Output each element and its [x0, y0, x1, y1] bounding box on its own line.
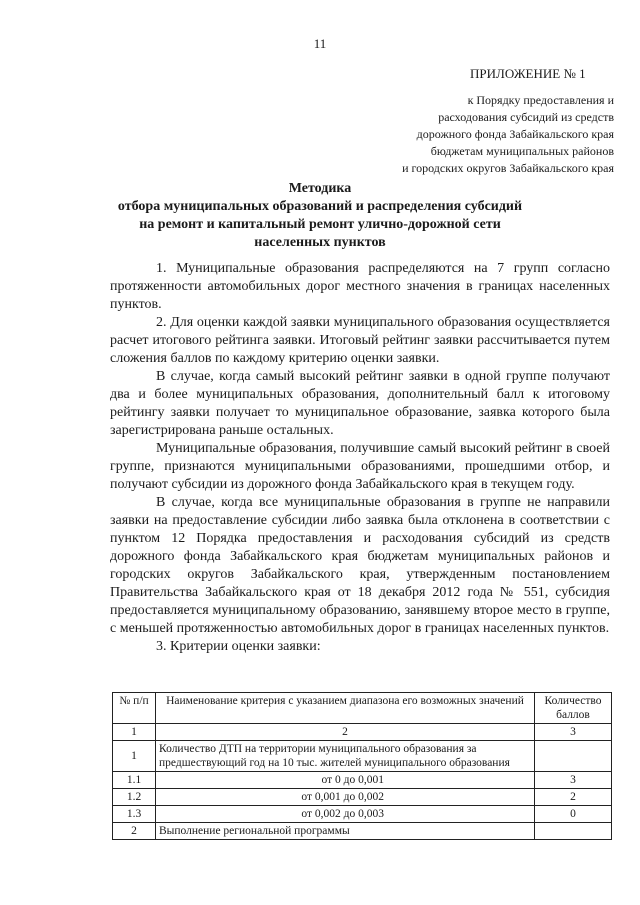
table-cell	[535, 823, 612, 840]
table-cell: 2	[113, 823, 156, 840]
table-cell: Выполнение региональной программы	[156, 823, 535, 840]
appendix-reference	[314, 92, 614, 177]
title-line-1: Методика	[288, 181, 352, 196]
header-cell-number: № п/п	[113, 693, 156, 724]
table-cell: 2	[535, 789, 612, 806]
appendix-line: расходования субсидий из средств	[438, 110, 614, 124]
table-cell: от 0,001 до 0,002	[156, 789, 535, 806]
paragraph: Муниципальные образования, получившие самый высокий рейтинг в своей группе, признаются муниципальными образованиями, прошедшими отбор, и получают субсидии из дорожного фонда Забайкальского края в текущем году.	[110, 441, 610, 492]
appendix-line: к Порядку предоставления и	[467, 93, 614, 107]
paragraph: 1. Муниципальные образования распределяются на 7 групп согласно протяженности автомобильных дорог местного значения в границах населенных пунктов.	[110, 261, 610, 312]
appendix-line: бюджетам муниципальных районов	[430, 144, 614, 158]
table-cell: 3	[535, 772, 612, 789]
table-cell: Количество ДТП на территории муниципального образования за предшествующий год на 10 тыс. жителей муниципального образования	[156, 741, 535, 772]
table-numbering-row	[113, 724, 612, 741]
paragraph: 3. Критерии оценки заявки:	[156, 639, 321, 654]
table-cell: 1.3	[113, 806, 156, 823]
table-cell: от 0,002 до 0,003	[156, 806, 535, 823]
paragraph: В случае, когда все муниципальные образования в группе не направили заявки на предоставление субсидии либо заявка была отклонена в соответствии с пунктом 12 Порядка предоставления и расходования субсидий из средств дорожного фонда Забайкальского края бюджетам муниципальных районов и городских округов Забайкальского края, утвержденным постановлением Правительства Забайкальского края от 18 декабря 2012 года № 551, субсидия предоставляется муниципальному образованию, занявшему второе место в группе, с меньшей протяженностью автомобильных дорог в границах населенных пунктов.	[110, 495, 610, 636]
table-cell: 1.1	[113, 772, 156, 789]
header-cell-score: Количество баллов	[535, 693, 612, 724]
table-cell: 1.2	[113, 789, 156, 806]
table-cell: 2	[156, 724, 535, 741]
table-row	[113, 823, 612, 840]
table-row	[113, 806, 612, 823]
table-row	[113, 772, 612, 789]
table-cell: 1	[113, 724, 156, 741]
appendix-title: ПРИЛОЖЕНИЕ № 1	[470, 66, 586, 81]
paragraph: 2. Для оценки каждой заявки муниципального образования осуществляется расчет итогового рейтинга заявки. Итоговый рейтинг заявки рассчитывается путем сложения баллов по каждому критерию оценки заявки.	[110, 315, 610, 366]
paragraph: В случае, когда самый высокий рейтинг заявки в одной группе получают два и более муниципальных образования, дополнительный балл к итоговому рейтингу заявки получает то муниципальное образование, заявка которого была зарегистрирована раньше остальных.	[110, 369, 610, 438]
table-cell: 3	[535, 724, 612, 741]
page-number: 11	[313, 36, 327, 51]
table-cell: 1	[113, 741, 156, 772]
table-cell: 0	[535, 806, 612, 823]
table-row	[113, 741, 612, 772]
document-title	[110, 180, 530, 252]
table-cell	[535, 741, 612, 772]
title-line-2: отбора муниципальных образований и распределения субсидий на ремонт и капитальный ремонт улично-дорожной сети населенных пунктов	[117, 199, 523, 250]
table-row	[113, 789, 612, 806]
header-cell-criterion: Наименование критерия с указанием диапазона его возможных значений	[156, 693, 535, 724]
appendix-line: дорожного фонда Забайкальского края	[416, 127, 614, 141]
criteria-table	[112, 692, 612, 840]
table-cell: от 0 до 0,001	[156, 772, 535, 789]
document-body	[110, 260, 610, 656]
appendix-line: и городских округов Забайкальского края	[402, 161, 614, 175]
table-header-row	[113, 693, 612, 724]
